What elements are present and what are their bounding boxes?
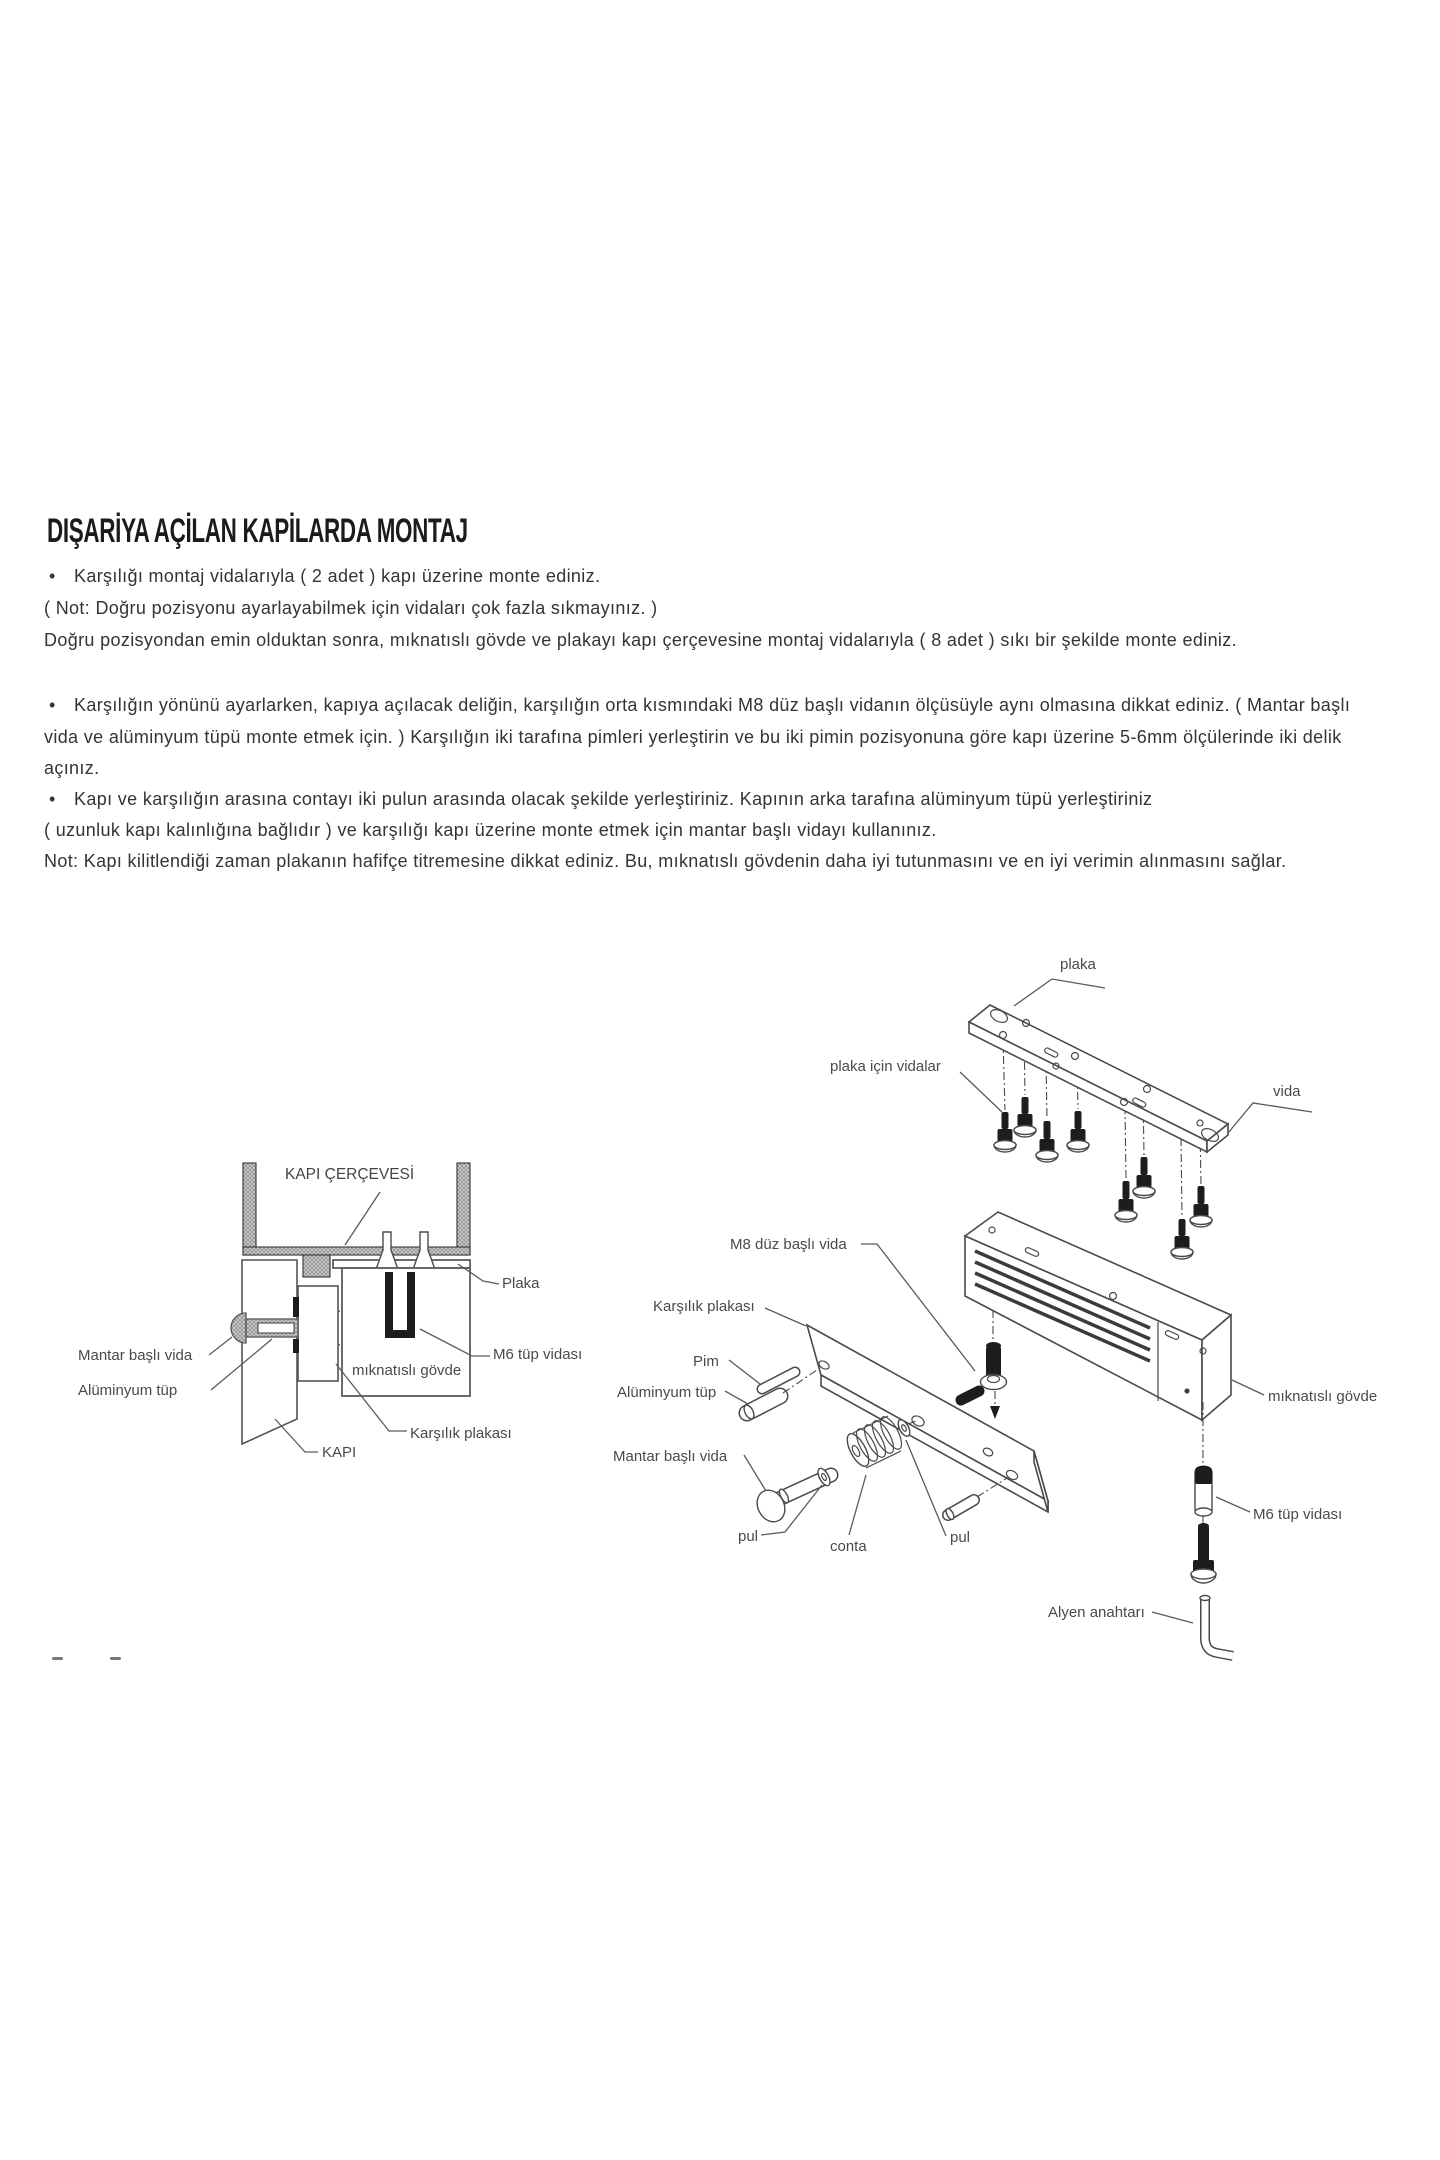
label-miknatisli-govde-section: mıknatıslı gövde xyxy=(352,1362,462,1379)
stray-mark xyxy=(52,1657,63,1660)
label-conta: conta xyxy=(830,1538,867,1555)
m8-screw-drawing xyxy=(961,1310,1007,1419)
plate-exploded-drawing xyxy=(830,956,1312,1259)
door-section xyxy=(242,1260,297,1444)
instruction-line: ( uzunluk kapı kalınlığına bağlıdır ) ve karşılığı kapı üzerine monte etmek için mantar başlı vidayı kullanınız. xyxy=(44,820,937,840)
leader-line xyxy=(849,1475,866,1535)
label-alyen-anahtari: Alyen anahtarı xyxy=(1048,1604,1145,1621)
frame-stop-block xyxy=(303,1255,330,1277)
label-aluminyum-tup: Alüminyum tüp xyxy=(617,1384,717,1401)
leader-line xyxy=(729,1360,760,1384)
leader-line xyxy=(1014,979,1105,1006)
screw xyxy=(1014,1097,1036,1137)
label-kapi-cercevesi: KAPI ÇERÇEVESİ xyxy=(285,1166,415,1183)
label-mantar-basli-vida-section: Mantar başlı vida xyxy=(78,1347,193,1364)
screw xyxy=(1036,1121,1058,1162)
leader-line xyxy=(1152,1612,1193,1623)
label-m6-tup-vidasi-section: M6 tüp vidası xyxy=(493,1346,583,1363)
label-karsilik-plakasi: Karşılık plakası xyxy=(653,1298,755,1315)
label-aluminyum-tup-section: Alüminyum tüp xyxy=(78,1382,178,1399)
cross-section-drawing xyxy=(78,1163,582,1461)
label-pul-left: pul xyxy=(738,1528,759,1545)
page-title: DIŞARİYA AÇİLAN KAPİLARDA MONTAJ xyxy=(47,512,468,550)
label-vida: vida xyxy=(1273,1083,1301,1100)
screw xyxy=(1115,1181,1137,1222)
label-karsilik-plakasi-section: Karşılık plakası xyxy=(410,1425,512,1442)
label-pim: Pim xyxy=(693,1353,719,1370)
instruction-line: Doğru pozisyondan emin olduktan sonra, mıknatıslı gövde ve plakayı kapı çerçevesine montaj vidalarıyla ( 8 adet ) sıkı bir şekilde monte ediniz. xyxy=(44,630,1237,650)
instruction-line: Karşılığın yönünü ayarlarken, kapıya açılacak deliğin, karşılığın orta kısmındaki M8 düz başlı vidanın ölçüsüyle aynı olmasına dikkat ediniz. ( Mantar başlı xyxy=(74,695,1351,715)
leader-line xyxy=(906,1440,946,1536)
instruction-line: açınız. xyxy=(44,758,100,778)
pin-and-tube-drawing xyxy=(742,1368,820,1420)
leader-line xyxy=(1232,1380,1264,1395)
instruction-line: Kapı ve karşılığın arasına contayı iki pulun arasında olacak şekilde yerleştiriniz. Kapının arka tarafına alüminyum tüpü yerleştiriniz xyxy=(74,789,1153,809)
screw xyxy=(1133,1157,1155,1198)
label-m8-duz-basli-vida: M8 düz başlı vida xyxy=(730,1236,847,1253)
leader-line xyxy=(209,1337,232,1355)
gasket-section xyxy=(293,1297,299,1317)
leader-line xyxy=(861,1244,975,1371)
leader-line xyxy=(960,1072,1002,1112)
screw xyxy=(1190,1186,1212,1227)
label-miknatisli-govde: mıknatıslı gövde xyxy=(1268,1388,1378,1405)
label-m6-tup-vidasi: M6 tüp vidası xyxy=(1253,1506,1343,1523)
leader-line xyxy=(1228,1103,1312,1133)
instruction-line: vida ve alüminyum tüpü monte etmek için. ) Karşılığın iki tarafına pimleri yerleştirin ve bu iki pimin pozisyonuna göre kapı üzerine 5-6mm ölçülerinde iki delik xyxy=(44,727,1342,747)
leader-line xyxy=(725,1391,748,1404)
leader-line xyxy=(345,1192,380,1245)
screw xyxy=(994,1112,1016,1152)
label-plaka-icin-vidalar: plaka için vidalar xyxy=(830,1058,941,1075)
label-mantar-basli-vida: Mantar başlı vida xyxy=(613,1448,728,1465)
leader-line xyxy=(744,1455,766,1491)
assembly-diagrams xyxy=(0,900,1440,1700)
instruction-line: Karşılığı montaj vidalarıyla ( 2 adet ) kapı üzerine monte ediniz. xyxy=(74,566,601,586)
m6-tube-screw-drawing xyxy=(1191,1402,1216,1583)
label-pul-right: pul xyxy=(950,1529,971,1546)
bullet-marker: • xyxy=(49,695,56,715)
strike-plate-section xyxy=(298,1286,338,1381)
instruction-line: Not: Kapı kilitlendiği zaman plakanın hafifçe titremesine dikkat ediniz. Bu, mıknatıslı gövdenin daha iyi tutunmasını ve en iyi verimin alınmasını sağlar. xyxy=(44,851,1287,871)
label-kapi: KAPI xyxy=(322,1444,357,1461)
stray-mark xyxy=(110,1657,121,1660)
label-plaka: plaka xyxy=(1060,956,1096,973)
allen-key-drawing xyxy=(1200,1596,1233,1657)
mushroom-screw-drawing xyxy=(752,1475,831,1527)
leader-line xyxy=(1216,1497,1250,1512)
gasket-section xyxy=(293,1339,299,1353)
strike-plate-drawing xyxy=(807,1325,1048,1512)
instruction-line: ( Not: Doğru pozisyonu ayarlayabilmek için vidaları çok fazla sıkmayınız. ) xyxy=(44,598,658,618)
screw xyxy=(1067,1111,1089,1152)
plate-section xyxy=(333,1260,470,1268)
bullet-marker: • xyxy=(49,566,56,586)
leader-line xyxy=(765,1308,806,1326)
aluminium-tube-section xyxy=(258,1323,294,1333)
bullet-marker: • xyxy=(49,789,56,809)
screw xyxy=(1171,1219,1193,1259)
label-plaka-section: Plaka xyxy=(502,1275,540,1292)
lock-exploded-drawing xyxy=(613,1212,1377,1656)
